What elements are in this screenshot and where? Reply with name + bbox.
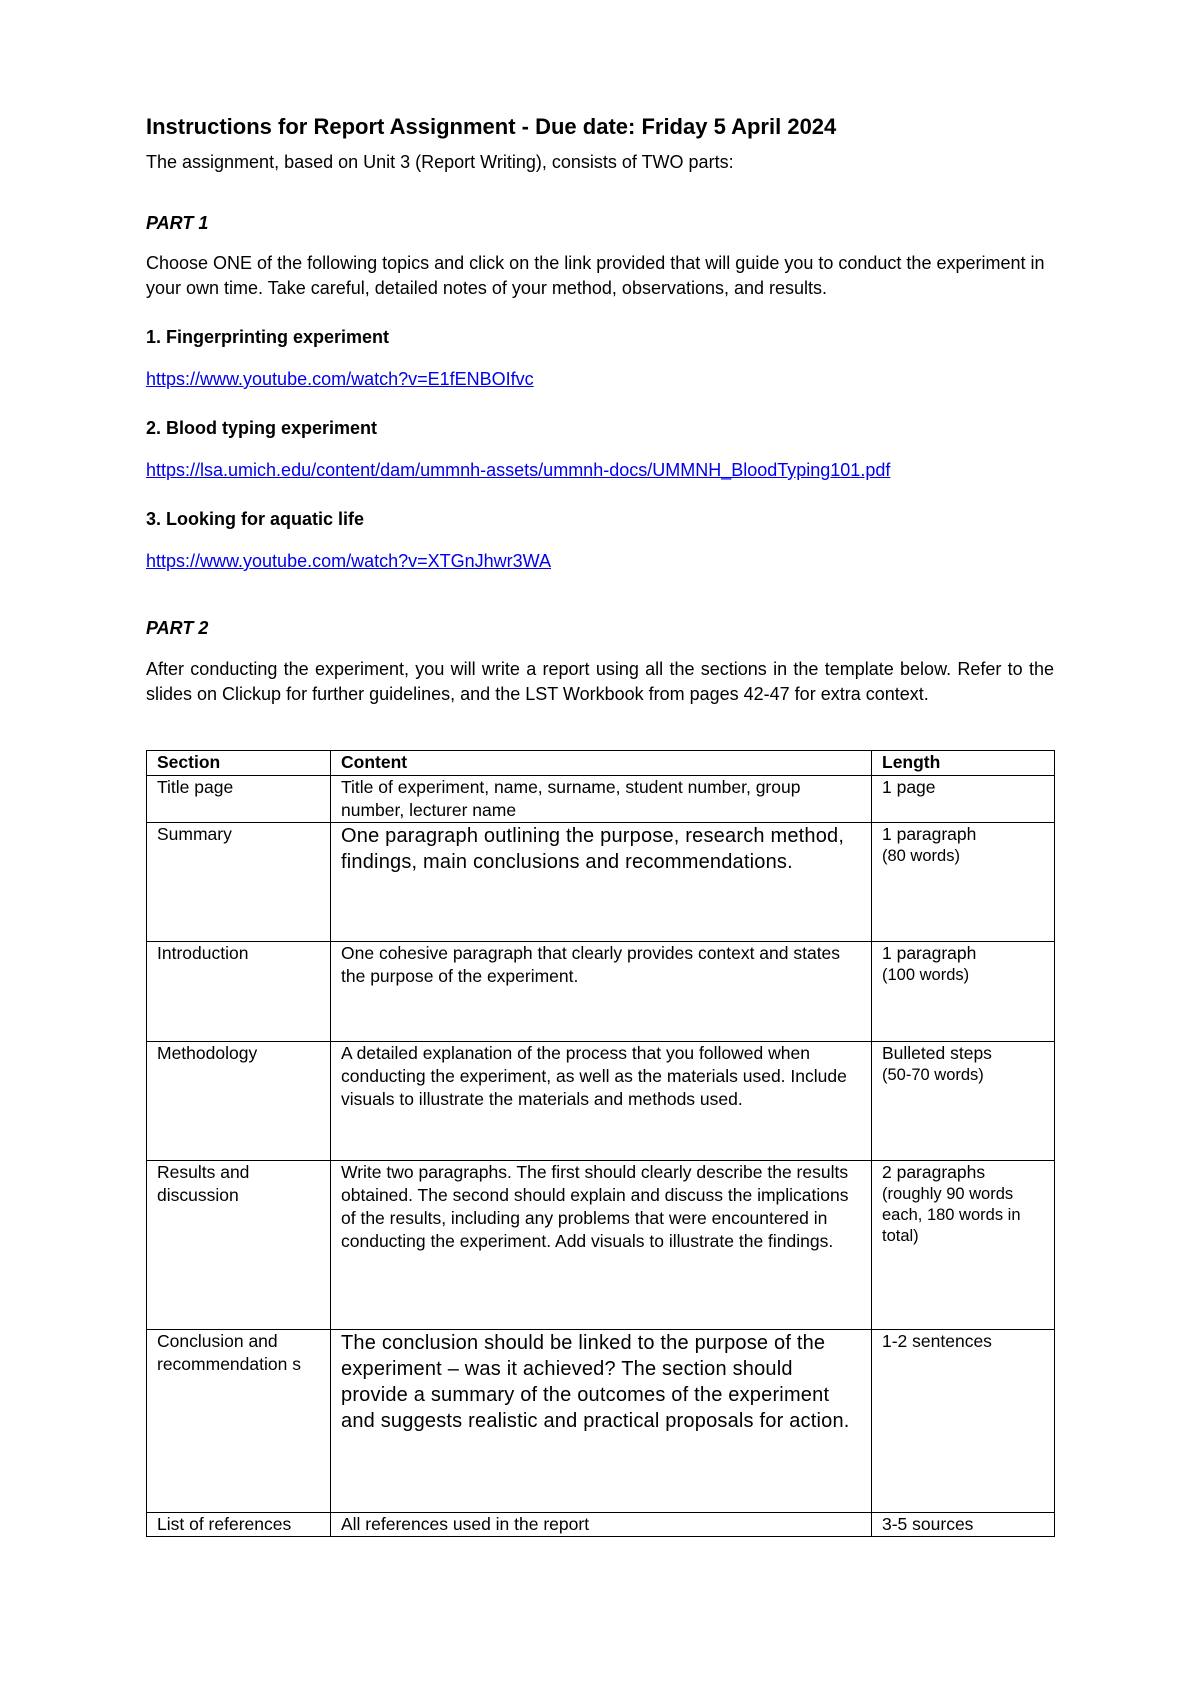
table-row [147,1330,1055,1513]
length-note: (50-70 words) [882,1066,984,1084]
section-cell: Introduction [147,942,331,1042]
part2-instructions: After conducting the experiment, you will write a report using all the sections in the template below. Refer to the slides on Clickup for further guidelines, and the LST Workbook from pages 42-47 for extra context. [146,659,1054,704]
header-content: Content [331,751,872,776]
length-value: 1-2 sentences [882,1331,992,1351]
length-cell [872,942,1055,1042]
content-cell: The conclusion should be linked to the purpose of the experiment – was it achieved? The section should provide a summary of the outcomes of the experiment and suggests realistic and practical proposals for action. [331,1330,872,1513]
length-value: 2 paragraphs [882,1162,986,1182]
topic-2-link[interactable]: https://lsa.umich.edu/content/dam/ummnh-assets/ummnh-docs/UMMNH_BloodTyping101.pdf [146,460,891,480]
document-title: Instructions for Report Assignment - Due date: Friday 5 April 2024 [146,114,837,139]
section-cell: Results and discussion [147,1161,331,1330]
length-value: Bulleted steps [882,1043,992,1063]
section-cell: List of references [147,1513,331,1537]
topic-3-link[interactable]: https://www.youtube.com/watch?v=XTGnJhwr3WA [146,551,551,571]
length-cell [872,823,1055,942]
report-template-table [146,750,1055,1537]
topic-2-heading: 2. Blood typing experiment [146,418,378,438]
content-cell: A detailed explanation of the process that you followed when conducting the experiment, as well as the materials used. Include visuals to illustrate the materials and methods used. [331,1042,872,1161]
content-cell: One paragraph outlining the purpose, research method, findings, main conclusions and recommendations. [331,823,872,942]
section-cell: Summary [147,823,331,942]
length-value: 1 paragraph [882,943,977,963]
length-note: (roughly 90 words each, 180 words in total) [882,1185,1021,1245]
length-note: (80 words) [882,847,960,865]
table-row [147,1513,1055,1537]
length-value: 1 page [882,777,936,797]
topic-1-link[interactable]: https://www.youtube.com/watch?v=E1fENBOIfvc [146,369,534,389]
length-cell [872,1042,1055,1161]
content-cell: One cohesive paragraph that clearly provides context and states the purpose of the experiment. [331,942,872,1042]
length-cell [872,1513,1055,1537]
table-row [147,1042,1055,1161]
topic-1-heading: 1. Fingerprinting experiment [146,327,390,347]
table-header-row [147,751,1055,776]
content-cell: Write two paragraphs. The first should clearly describe the results obtained. The second should explain and discuss the implications of the results, including any problems that were encountered in conducting the experiment. Add visuals to illustrate the findings. [331,1161,872,1330]
table-row [147,1161,1055,1330]
table-row [147,823,1055,942]
content-cell: Title of experiment, name, surname, student number, group number, lecturer name [331,776,872,823]
length-value: 1 paragraph [882,824,977,844]
length-cell [872,776,1055,823]
section-cell: Title page [147,776,331,823]
part1-label: PART 1 [146,213,209,233]
length-cell [872,1161,1055,1330]
length-cell [872,1330,1055,1513]
part2-label: PART 2 [146,618,209,638]
length-note: (100 words) [882,966,970,984]
length-value: 3-5 sources [882,1514,974,1534]
header-section: Section [147,751,331,776]
topic-3-heading: 3. Looking for aquatic life [146,509,365,529]
table-row [147,776,1055,823]
section-cell: Conclusion and recommendation s [147,1330,331,1513]
assignment-intro: The assignment, based on Unit 3 (Report Writing), consists of TWO parts: [146,152,734,172]
content-cell: All references used in the report [331,1513,872,1537]
header-length: Length [872,751,1055,776]
table-row [147,942,1055,1042]
part1-instructions: Choose ONE of the following topics and click on the link provided that will guide you to conduct the experiment in your own time. Take careful, detailed notes of your method, observations, and results. [146,253,1045,298]
section-cell: Methodology [147,1042,331,1161]
